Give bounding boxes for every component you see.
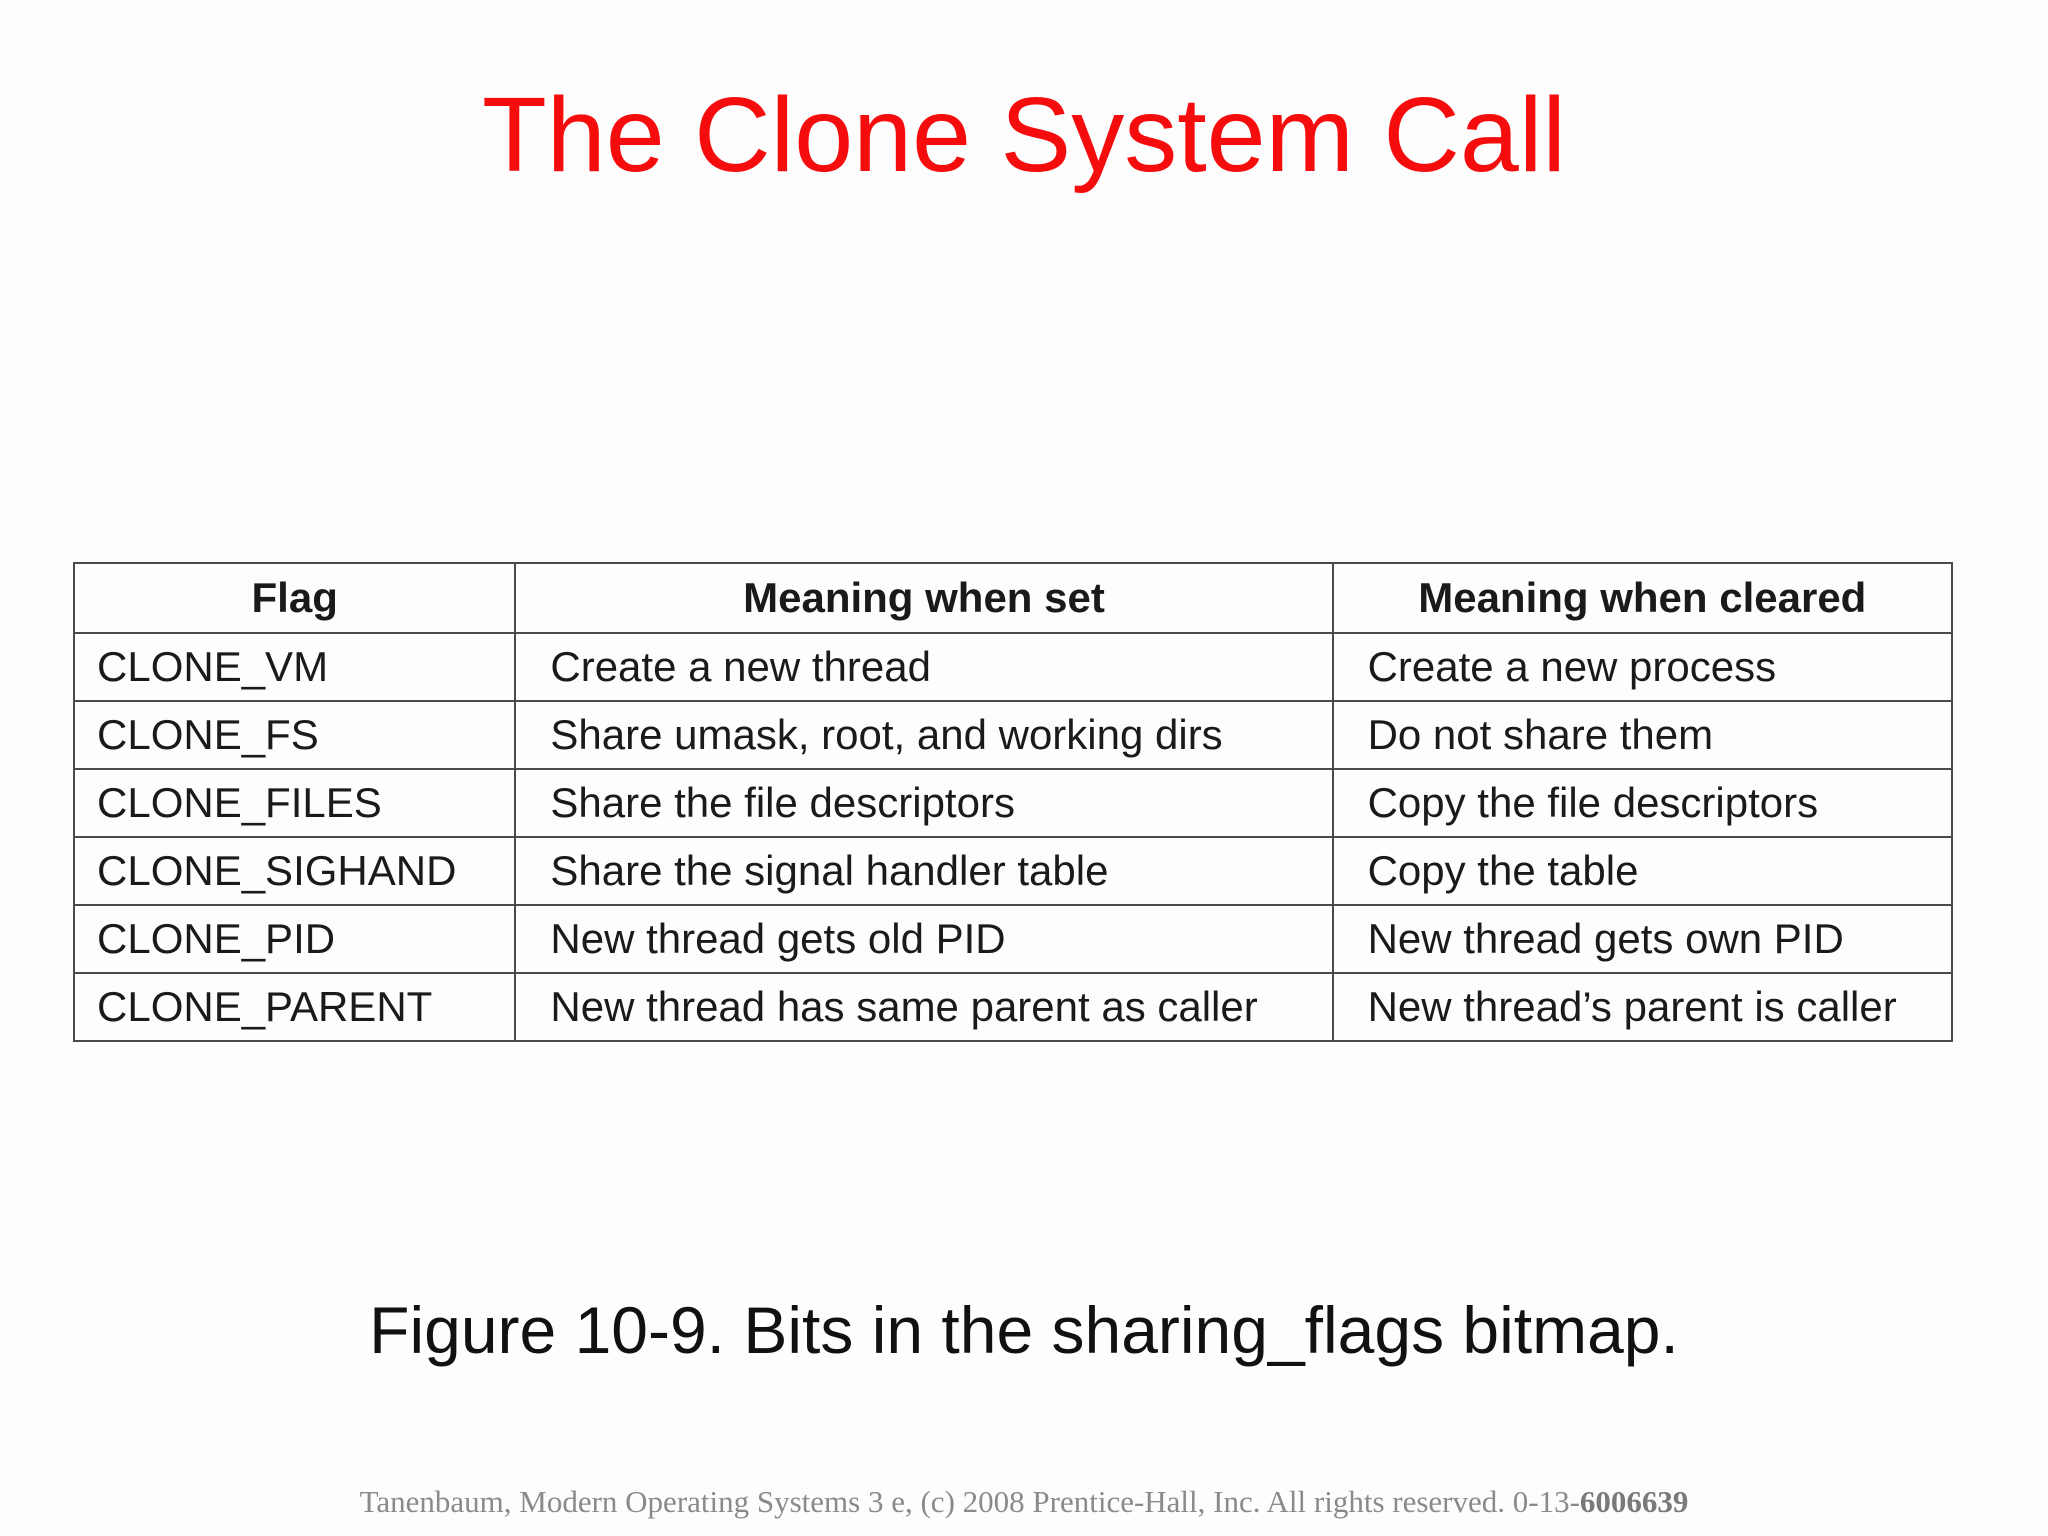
meaning-cleared-cell: Create a new process bbox=[1333, 633, 1952, 701]
table-row bbox=[74, 701, 1952, 769]
table-row bbox=[74, 837, 1952, 905]
meaning-set-cell: Create a new thread bbox=[515, 633, 1332, 701]
copyright-footer bbox=[0, 1482, 2048, 1522]
meaning-cleared-cell: Do not share them bbox=[1333, 701, 1952, 769]
slide-title: The Clone System Call bbox=[482, 76, 1566, 194]
table-row bbox=[74, 905, 1952, 973]
clone-flags-table bbox=[73, 562, 1953, 1042]
meaning-set-cell: Share umask, root, and working dirs bbox=[515, 701, 1332, 769]
meaning-set-cell: New thread gets old PID bbox=[515, 905, 1332, 973]
meaning-cleared-cell: Copy the file descriptors bbox=[1333, 769, 1952, 837]
flag-cell: CLONE_PARENT bbox=[74, 973, 515, 1041]
meaning-set-cell: New thread has same parent as caller bbox=[515, 973, 1332, 1041]
footer-isbn: 6006639 bbox=[1579, 1484, 1689, 1519]
meaning-set-cell: Share the signal handler table bbox=[515, 837, 1332, 905]
meaning-set-cell: Share the file descriptors bbox=[515, 769, 1332, 837]
flag-cell: CLONE_FS bbox=[74, 701, 515, 769]
table-row bbox=[74, 633, 1952, 701]
table-row bbox=[74, 973, 1952, 1041]
meaning-cleared-cell: New thread’s parent is caller bbox=[1333, 973, 1952, 1041]
flag-cell: CLONE_FILES bbox=[74, 769, 515, 837]
table-row bbox=[74, 769, 1952, 837]
meaning-cleared-cell: Copy the table bbox=[1333, 837, 1952, 905]
flag-cell: CLONE_PID bbox=[74, 905, 515, 973]
meaning-cleared-cell: New thread gets own PID bbox=[1333, 905, 1952, 973]
header-flag: Flag bbox=[74, 563, 515, 633]
header-meaning-set: Meaning when set bbox=[515, 563, 1332, 633]
footer-text: Tanenbaum, Modern Operating Systems 3 e, (c) 2008 Prentice-Hall, Inc. All rights reserved. 0-13- bbox=[359, 1484, 1580, 1519]
header-meaning-cleared: Meaning when cleared bbox=[1333, 563, 1952, 633]
flags-table-container bbox=[73, 562, 1953, 1042]
flag-cell: CLONE_VM bbox=[74, 633, 515, 701]
flag-cell: CLONE_SIGHAND bbox=[74, 837, 515, 905]
figure-caption: Figure 10-9. Bits in the sharing_flags bitmap. bbox=[369, 1293, 1679, 1367]
table-header-row bbox=[74, 563, 1952, 633]
